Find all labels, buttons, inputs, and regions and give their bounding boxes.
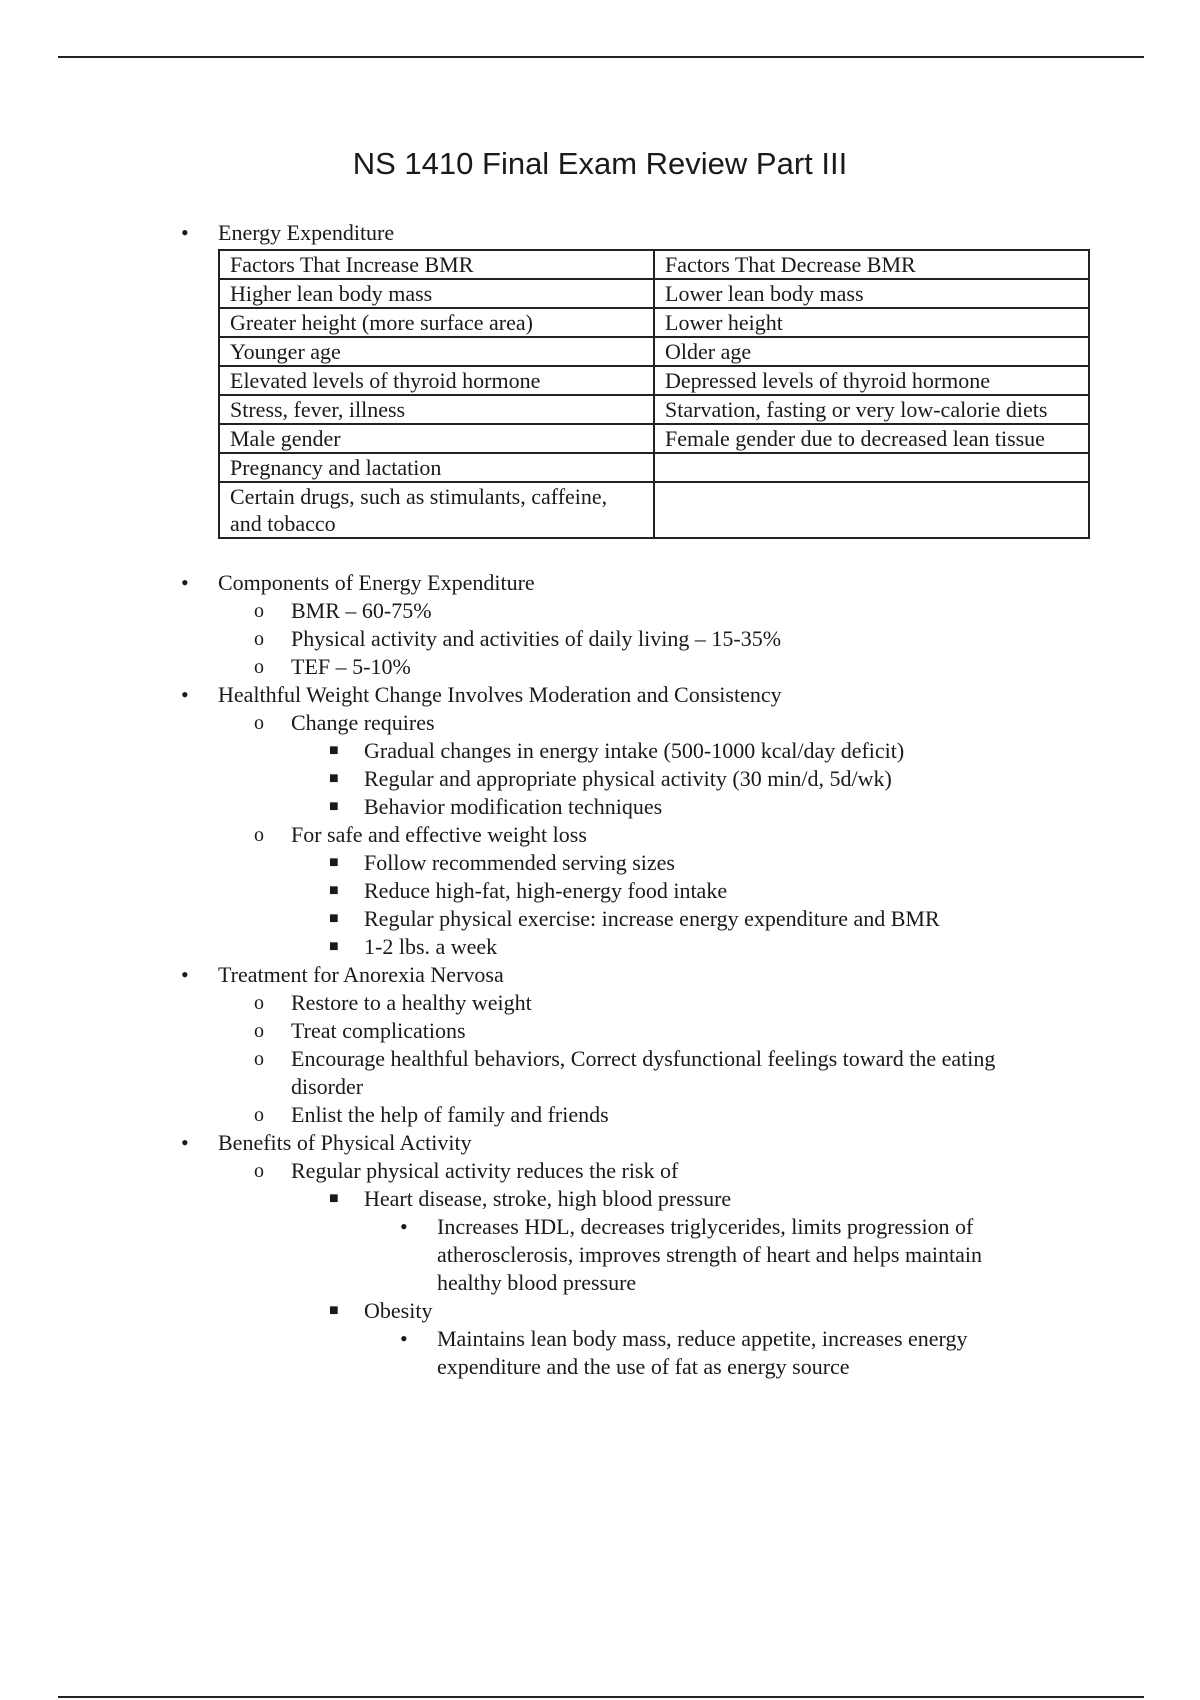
header-rule bbox=[58, 56, 1144, 58]
circle-bullet-icon: o bbox=[254, 712, 264, 734]
circle-bullet-icon: o bbox=[254, 1020, 264, 1042]
list-item-text: Regular physical activity reduces the risk of bbox=[291, 1158, 679, 1183]
circle-bullet-icon: o bbox=[254, 992, 264, 1014]
list-item bbox=[0, 653, 1200, 681]
page-title: NS 1410 Final Exam Review Part III bbox=[352, 146, 848, 181]
list-item bbox=[0, 1297, 1200, 1325]
square-bullet-icon: ■ bbox=[329, 770, 339, 787]
table-cell: Older age bbox=[654, 337, 1089, 366]
circle-bullet-icon: o bbox=[254, 656, 264, 678]
bullet-marker: • bbox=[181, 962, 189, 987]
list-item bbox=[0, 597, 1200, 625]
bullet-energy-expenditure bbox=[0, 219, 1200, 247]
circle-bullet-icon: o bbox=[254, 628, 264, 650]
list-item bbox=[0, 709, 1200, 737]
section-gap bbox=[0, 539, 1200, 569]
bmr-factors-table bbox=[218, 249, 1090, 539]
list-item-text: Treat complications bbox=[291, 1018, 466, 1043]
list-item bbox=[0, 737, 1200, 765]
table-cell: Greater height (more surface area) bbox=[219, 308, 654, 337]
table-cell: Female gender due to decreased lean tissue bbox=[654, 424, 1089, 453]
square-bullet-icon: ■ bbox=[329, 882, 339, 899]
table-row bbox=[219, 366, 1089, 395]
list-item-text: For safe and effective weight loss bbox=[291, 822, 587, 847]
table-cell bbox=[654, 482, 1089, 538]
square-bullet-icon: ■ bbox=[329, 798, 339, 815]
table-cell: Starvation, fasting or very low-calorie diets bbox=[654, 395, 1089, 424]
list-item-text: Increases HDL, decreases triglycerides, limits progression of atherosclerosis, improves strength of heart and helps maintain healthy blood pressure bbox=[437, 1214, 982, 1295]
list-item-text: 1-2 lbs. a week bbox=[364, 934, 498, 959]
list-item bbox=[0, 1213, 1200, 1297]
square-bullet-icon: ■ bbox=[329, 742, 339, 759]
table-cell: Elevated levels of thyroid hormone bbox=[219, 366, 654, 395]
list-item-text: Change requires bbox=[291, 710, 435, 735]
list-item bbox=[0, 793, 1200, 821]
table-header-row bbox=[219, 250, 1089, 279]
bullet-weight-change bbox=[0, 681, 1200, 709]
list-item-text: Encourage healthful behaviors, Correct dysfunctional feelings toward the eating disorder bbox=[291, 1046, 996, 1099]
list-item bbox=[0, 1045, 1200, 1101]
table-cell bbox=[654, 453, 1089, 482]
list-item bbox=[0, 989, 1200, 1017]
square-bullet-icon: ■ bbox=[329, 910, 339, 927]
bullet-marker: • bbox=[181, 1130, 189, 1155]
list-item bbox=[0, 933, 1200, 961]
list-item-text: Enlist the help of family and friends bbox=[291, 1102, 609, 1127]
list-item-text: Behavior modification techniques bbox=[364, 794, 663, 819]
list-item-text: Obesity bbox=[364, 1298, 433, 1323]
square-bullet-icon: ■ bbox=[329, 938, 339, 955]
bullet-marker: • bbox=[181, 570, 189, 595]
square-bullet-icon: ■ bbox=[329, 854, 339, 871]
table-row bbox=[219, 308, 1089, 337]
square-bullet-icon: ■ bbox=[329, 1302, 339, 1319]
list-item-text: Restore to a healthy weight bbox=[291, 990, 532, 1015]
list-item bbox=[0, 1101, 1200, 1129]
list-item bbox=[0, 1185, 1200, 1213]
table-cell: Certain drugs, such as stimulants, caffeine, and tobacco bbox=[219, 482, 654, 538]
table-cell: Higher lean body mass bbox=[219, 279, 654, 308]
document-body bbox=[0, 219, 1200, 1381]
bullet-marker: • bbox=[181, 220, 189, 245]
table-cell: Lower height bbox=[654, 308, 1089, 337]
square-bullet-icon: ■ bbox=[329, 1190, 339, 1207]
bullet-anorexia bbox=[0, 961, 1200, 989]
header-increase: Factors That Increase BMR bbox=[219, 250, 654, 279]
bullet-physical-activity bbox=[0, 1129, 1200, 1157]
list-item bbox=[0, 905, 1200, 933]
physical-activity-heading: Benefits of Physical Activity bbox=[218, 1130, 472, 1155]
bullet-marker: • bbox=[400, 1214, 408, 1239]
table-cell: Pregnancy and lactation bbox=[219, 453, 654, 482]
circle-bullet-icon: o bbox=[254, 1160, 264, 1182]
circle-bullet-icon: o bbox=[254, 1104, 264, 1126]
table-cell: Depressed levels of thyroid hormone bbox=[654, 366, 1089, 395]
list-item bbox=[0, 877, 1200, 905]
table-row bbox=[219, 424, 1089, 453]
list-item-text: Maintains lean body mass, reduce appetite, increases energy expenditure and the use of fat as energy source bbox=[437, 1326, 968, 1379]
table-row bbox=[219, 453, 1089, 482]
list-item bbox=[0, 1157, 1200, 1185]
list-item bbox=[0, 1017, 1200, 1045]
circle-bullet-icon: o bbox=[254, 1048, 264, 1070]
table-row bbox=[219, 337, 1089, 366]
list-item bbox=[0, 625, 1200, 653]
list-item bbox=[0, 849, 1200, 877]
anorexia-heading: Treatment for Anorexia Nervosa bbox=[218, 962, 504, 987]
list-item-text: Regular physical exercise: increase energy expenditure and BMR bbox=[364, 906, 940, 931]
table-cell: Male gender bbox=[219, 424, 654, 453]
list-item-text: Follow recommended serving sizes bbox=[364, 850, 675, 875]
table-cell: Younger age bbox=[219, 337, 654, 366]
table-row bbox=[219, 279, 1089, 308]
list-item-text: BMR – 60-75% bbox=[291, 598, 432, 623]
circle-bullet-icon: o bbox=[254, 600, 264, 622]
bullet-components bbox=[0, 569, 1200, 597]
table-row bbox=[219, 395, 1089, 424]
footer-rule bbox=[58, 1696, 1144, 1698]
header-decrease: Factors That Decrease BMR bbox=[654, 250, 1089, 279]
list-item bbox=[0, 1325, 1200, 1381]
list-item-text: Reduce high-fat, high-energy food intake bbox=[364, 878, 728, 903]
bullet-marker: • bbox=[181, 682, 189, 707]
components-heading: Components of Energy Expenditure bbox=[218, 570, 535, 595]
table-row bbox=[219, 482, 1089, 538]
list-item bbox=[0, 821, 1200, 849]
circle-bullet-icon: o bbox=[254, 824, 264, 846]
energy-expenditure-heading: Energy Expenditure bbox=[218, 220, 395, 245]
list-item-text: Regular and appropriate physical activity (30 min/d, 5d/wk) bbox=[364, 766, 892, 791]
table-cell: Stress, fever, illness bbox=[219, 395, 654, 424]
table-cell: Lower lean body mass bbox=[654, 279, 1089, 308]
weight-change-heading: Healthful Weight Change Involves Moderation and Consistency bbox=[218, 682, 782, 707]
list-item bbox=[0, 765, 1200, 793]
list-item-text: Heart disease, stroke, high blood pressure bbox=[364, 1186, 732, 1211]
list-item-text: Gradual changes in energy intake (500-1000 kcal/day deficit) bbox=[364, 738, 905, 763]
list-item-text: TEF – 5-10% bbox=[291, 654, 411, 679]
list-item-text: Physical activity and activities of daily living – 15-35% bbox=[291, 626, 782, 651]
bullet-marker: • bbox=[400, 1326, 408, 1351]
